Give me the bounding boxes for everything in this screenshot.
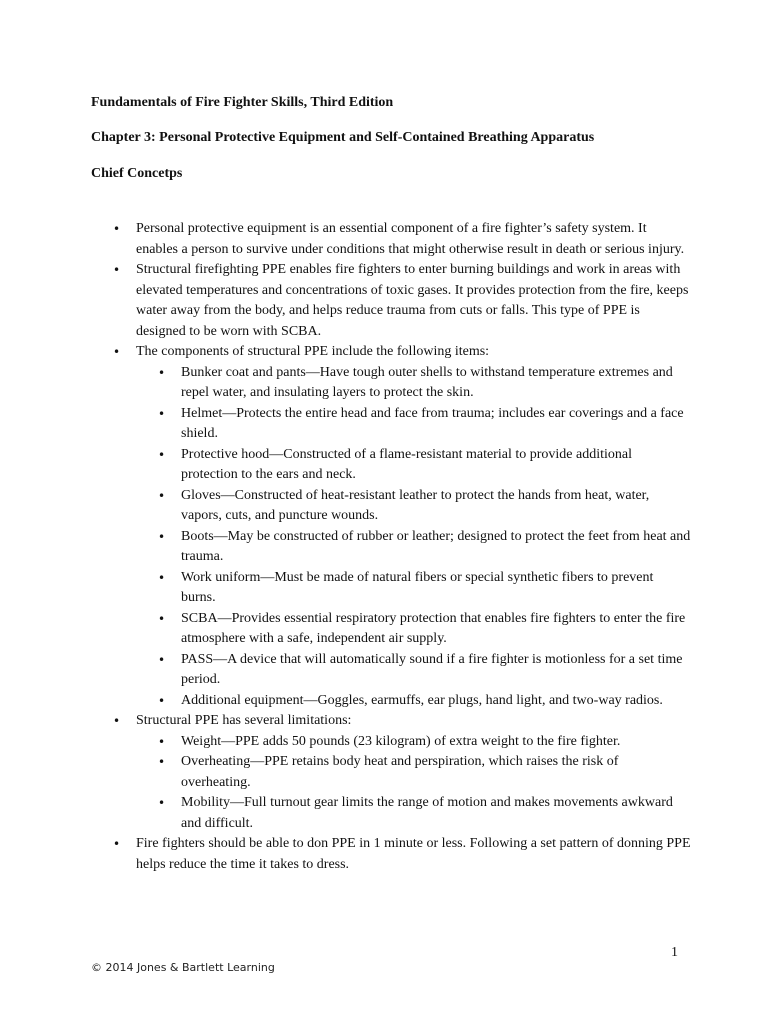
list-item (91, 260, 691, 342)
book-title: Fundamentals of Fire Fighter Skills, Third Edition (91, 95, 394, 110)
bullet-icon: • (158, 693, 166, 708)
list-item-text: Structural firefighting PPE enables fire fighters to enter burning buildings and work in areas with elevated temperatures and concentrations of toxic gases. It provides protection from the fire, keeps water away from the body, and helps reduce trauma from cuts or falls. This type of PPE is designed to be worn with SCBA. (136, 262, 689, 339)
bullet-icon: • (113, 263, 121, 277)
bullet-icon: • (158, 488, 166, 503)
sub-list-item (136, 486, 691, 527)
list-item (91, 219, 691, 260)
bullet-icon: • (158, 611, 166, 626)
bullet-icon: • (158, 796, 166, 810)
sub-list-item-text: Mobility—Full turnout gear limits the range of motion and makes movements awkward and difficult. (181, 795, 673, 831)
bullet-icon: • (158, 734, 166, 749)
bullet-icon: • (158, 406, 166, 421)
sub-list-item-text: SCBA—Provides essential respiratory protection that enables fire fighters to enter the fire atmosphere with a safe, independent air supply. (181, 610, 686, 646)
bullet-icon: • (158, 365, 166, 380)
list-item-text: Personal protective equipment is an essential component of a fire fighter’s safety system. It enables a person to survive under conditions that might otherwise result in death or serious injury. (136, 221, 685, 257)
sub-list-item (136, 527, 691, 568)
sub-list-item (136, 404, 691, 445)
sub-list-item-text: Overheating—PPE retains body heat and perspiration, which raises the risk of overheating. (181, 754, 619, 790)
bullet-icon: • (158, 447, 166, 462)
sub-list-item-text: Gloves—Constructed of heat-resistant leather to protect the hands from heat, water, vapors, cuts, and puncture wounds. (181, 487, 650, 523)
sub-list-item-text: Helmet—Protects the entire head and face from trauma; includes ear coverings and a face shield. (181, 405, 684, 441)
sub-list-item (136, 752, 691, 793)
list-item (91, 342, 691, 711)
sub-list-item-text: Weight—PPE adds 50 pounds (23 kilogram) of extra weight to the fire fighter. (181, 733, 621, 749)
section-title: Chief Concetps (91, 166, 183, 181)
sub-list-item (136, 363, 691, 404)
sub-list-item (136, 568, 691, 609)
sub-list-item (136, 793, 691, 834)
bullet-icon: • (158, 755, 166, 769)
sub-list-item (136, 650, 691, 691)
bullet-list-container (91, 219, 691, 875)
bullet-icon: • (113, 837, 121, 851)
bullet-icon: • (158, 652, 166, 667)
list-item-text: Structural PPE has several limitations: (136, 713, 352, 728)
sub-list-item-text: Protective hood—Constructed of a flame-resistant material to provide additional protection to the ears and neck. (181, 446, 632, 482)
sub-list-item (136, 609, 691, 650)
list-item-text: The components of structural PPE include the following items: (136, 344, 490, 359)
list-item (91, 711, 691, 834)
bullet-icon: • (158, 529, 166, 544)
copyright-footer: © 2014 Jones & Bartlett Learning (91, 961, 275, 974)
sub-list-item-text: PASS—A device that will automatically sound if a fire fighter is motionless for a set time period. (181, 651, 683, 687)
sub-list-item (136, 445, 691, 486)
bullet-icon: • (113, 714, 121, 728)
page-number: 1 (671, 945, 678, 960)
bullet-icon: • (113, 222, 121, 236)
limitations-sublist (136, 732, 691, 835)
sub-list-item (136, 732, 691, 753)
list-item-text: Fire fighters should be able to don PPE in 1 minute or less. Following a set pattern of donning PPE helps reduce the time it takes to dress. (136, 836, 691, 872)
bullet-icon: • (158, 570, 166, 585)
chapter-title: Chapter 3: Personal Protective Equipment and Self-Contained Breathing Apparatus (91, 130, 595, 145)
list-item (91, 834, 691, 875)
sub-list-item-text: Boots—May be constructed of rubber or leather; designed to protect the feet from heat and trauma. (181, 528, 691, 564)
sub-list-item-text: Bunker coat and pants—Have tough outer shells to withstand temperature extremes and repel water, and insulating layers to protect the skin. (181, 364, 673, 400)
sub-list-item (136, 691, 691, 712)
bullet-icon: • (113, 345, 121, 359)
sub-list-item-text: Additional equipment—Goggles, earmuffs, ear plugs, hand light, and two-way radios. (181, 692, 663, 708)
components-sublist (136, 363, 691, 712)
sub-list-item-text: Work uniform—Must be made of natural fibers or special synthetic fibers to prevent burns. (181, 569, 654, 605)
main-bullet-list (91, 219, 691, 875)
